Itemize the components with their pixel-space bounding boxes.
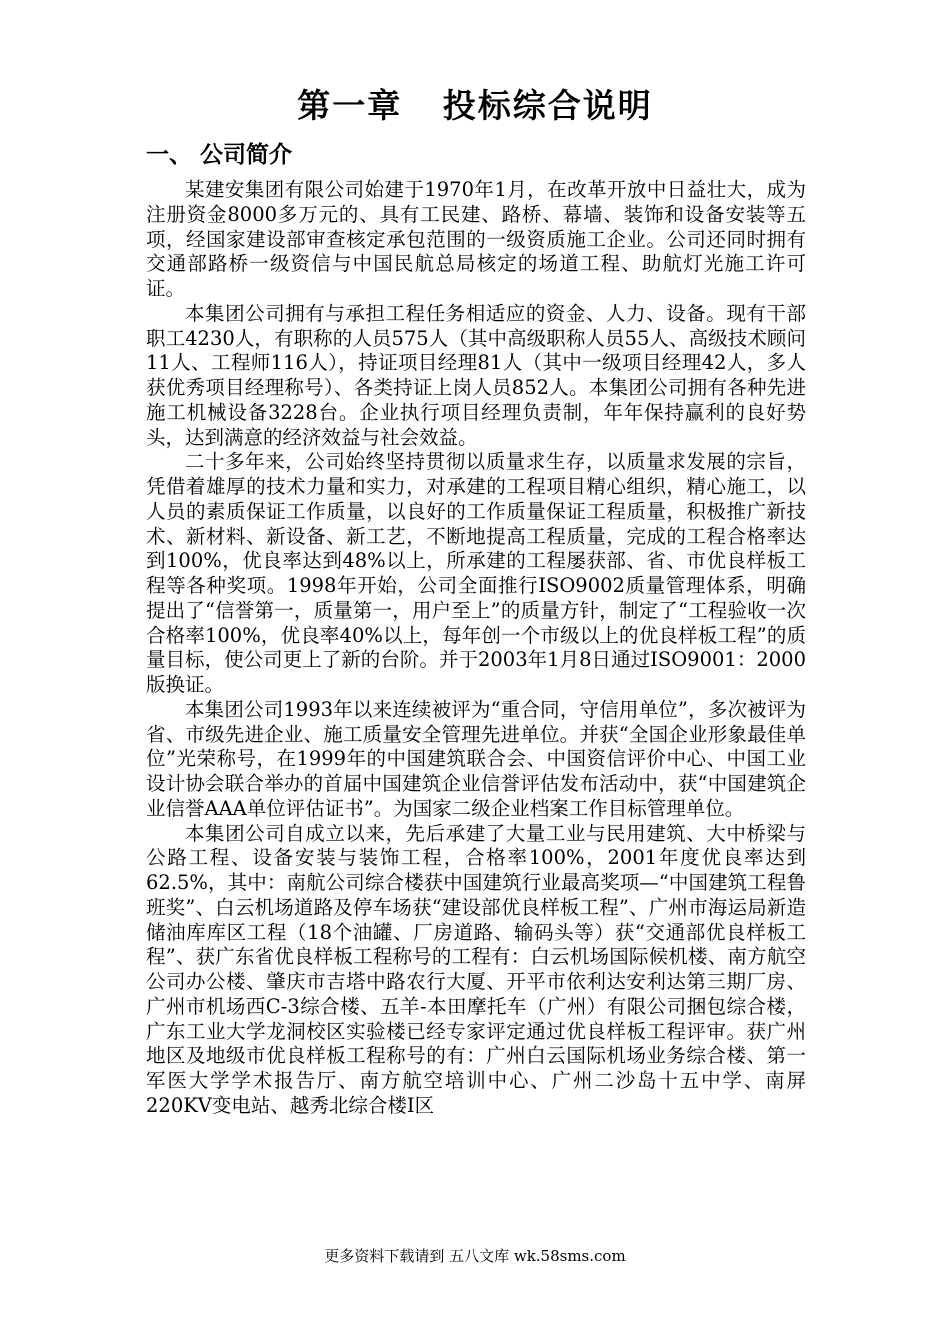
paragraph-honors: 本集团公司1993年以来连续被评为“重合同，守信用单位”，多次被评为省、市级先进企业、施工质量安全管理先进单位。并获“全国企业形象最佳单位”光荣称号，在1999年的中国建筑联合会、中国资信评价中心、中国工业设计协会联合举办的首届中国建筑企业信誉评估发布活动中，获“中国建筑企业信誉AAA单位评估证书”。为国家二级企业档案工作目标管理单位。 bbox=[146, 697, 806, 820]
footer-link[interactable]: 更多资料下载请到 五八文库 wk.58sms.com bbox=[324, 1247, 626, 1265]
paragraph-quality: 二十多年来，公司始终坚持贯彻以质量求生存，以质量求发展的宗旨，凭借着雄厚的技术力量和实力，对承建的工程项目精心组织，精心施工，以人员的素质保证工作质量，以良好的工作质量保证工程质量，积极推广新技术、新材料、新设备、新工艺，不断地提高工程质量，完成的工程合格率达到100%，优良率达到48%以上，所承建的工程屡获部、省、市优良样板工程等各种奖项。1998年开始，公司全面推行ISO9002质量管理体系，明确提出了“信誉第一，质量第一，用户至上”的质量方针，制定了“工程验收一次合格率100%，优良率40%以上，每年创一个市级以上的优良样板工程”的质量目标，使公司更上了新的台阶。并于2003年1月8日通过ISO9001：2000版换证。 bbox=[146, 450, 806, 696]
body-text bbox=[146, 178, 806, 1119]
paragraph-company-history: 某建安集团有限公司始建于1970年1月，在改革开放中日益壮大，成为注册资金8000多万元的、具有工民建、路桥、幕墙、装饰和设备安装等五项，经国家建设部审查核定承包范围的一级资质施工企业。公司还同时拥有交通部路桥一级资信与中国民航总局核定的场道工程、助航灯光施工许可证。 bbox=[146, 178, 806, 300]
paragraph-resources: 本集团公司拥有与承担工程任务相适应的资金、人力、设备。现有干部职工4230人，有职称的人员575人（其中高级职称人员55人、高级技术顾问11人、工程师116人），持证项目经理81人（其中一级项目经理42人，多人获优秀项目经理称号）、各类持证上岗人员852人。本集团公司拥有各种先进施工机械设备3228台。企业执行项目经理负责制，年年保持赢利的良好势头，达到满意的经济效益与社会效益。 bbox=[146, 301, 806, 449]
paragraph-projects: 本集团公司自成立以来，先后承建了大量工业与民用建筑、大中桥梁与公路工程、设备安装与装饰工程，合格率100%，2001年度优良率达到62.5%，其中：南航公司综合楼获中国建筑行业最高奖项—“中国建筑工程鲁班奖”、白云机场道路及停车场获“建设部优良样板工程”、广州市海运局新造储油库库区工程（18个油罐、厂房道路、输码头等）获“交通部优良样板工程”、获广东省优良样板工程称号的工程有：白云机场国际候机楼、南方航空公司办公楼、肇庆市吉塔中路农行大厦、开平市依利达安利达第三期厂房、广州市机场西C-3综合楼、五羊-本田摩托车（广州）有限公司捆包综合楼，广东工业大学龙洞校区实验楼已经专家评定通过优良样板工程评审。获广州地区及地级市优良样板工程称号的有：广州白云国际机场业务综合楼、第一军医大学学术报告厅、南方航空培训中心、广州二沙岛十五中学、南屏220KV变电站、越秀北综合楼Ⅰ区 bbox=[146, 821, 806, 1117]
chapter-title: 第一章 投标综合说明 bbox=[297, 86, 653, 125]
section-heading: 一、 公司简介 bbox=[146, 142, 293, 168]
